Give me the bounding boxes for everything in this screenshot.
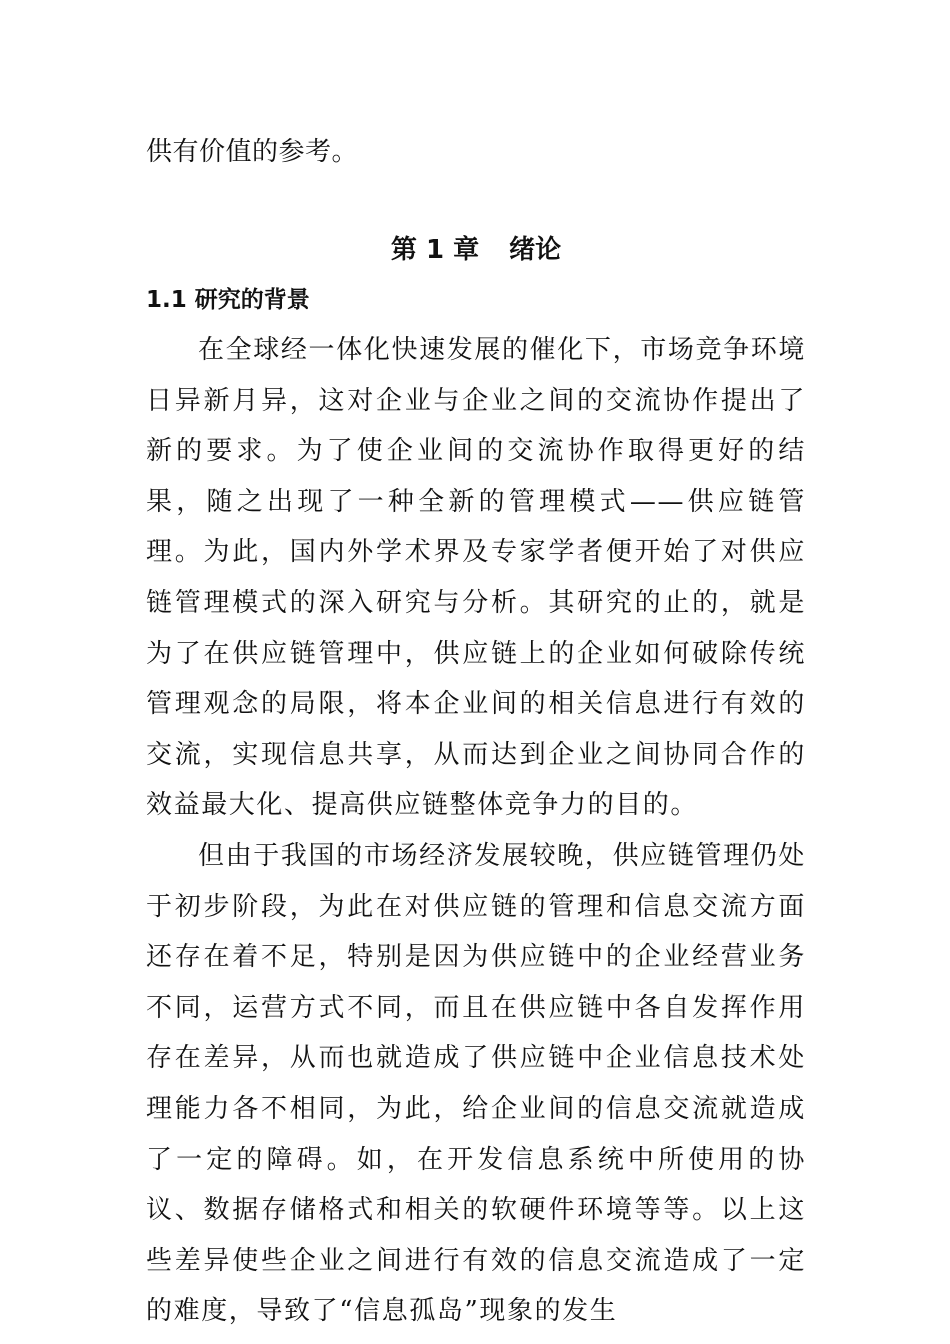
section-heading: 1.1 研究的背景 bbox=[146, 287, 310, 313]
chapter-number: 第 1 章 bbox=[390, 235, 480, 265]
document-body bbox=[146, 127, 806, 1337]
body-paragraph: 在全球经一体化快速发展的催化下，市场竞争环境日异新月异，这对企业与企业之间的交流协作提出了新的要求。为了使企业间的交流协作取得更好的结果，随之出现了一种全新的管理模式——供应链管理。为此，国内外学术界及专家学者便开始了对供应链管理模式的深入研究与分析。其研究的止的，就是为了在供应链管理中，供应链上的企业如何破除传统管理观念的局限，将本企业间的相关信息进行有效的交流，实现信息共享，从而达到企业之间协同合作的效益最大化、提高供应链整体竞争力的目的。 bbox=[146, 335, 806, 821]
continued-text-line: 供有价值的参考。 bbox=[146, 137, 359, 167]
chapter-heading bbox=[146, 225, 806, 275]
chapter-title: 绪论 bbox=[509, 235, 562, 265]
body-paragraph: 但由于我国的市场经济发展较晚，供应链管理仍处于初步阶段，为此在对供应链的管理和信息交流方面还存在着不足，特别是因为供应链中的企业经营业务不同，运营方式不同，而且在供应链中各自发挥作用存在差异，从而也就造成了供应链中企业信息技术处理能力各不相同，为此，给企业间的信息交流就造成了一定的障碍。如，在开发信息系统中所使用的协议、数据存储格式和相关的软硬件环境等等。以上这些差异使些企业之间进行有效的信息交流造成了一定的难度，导致了“信息孤岛”现象的发生 bbox=[146, 840, 806, 1327]
